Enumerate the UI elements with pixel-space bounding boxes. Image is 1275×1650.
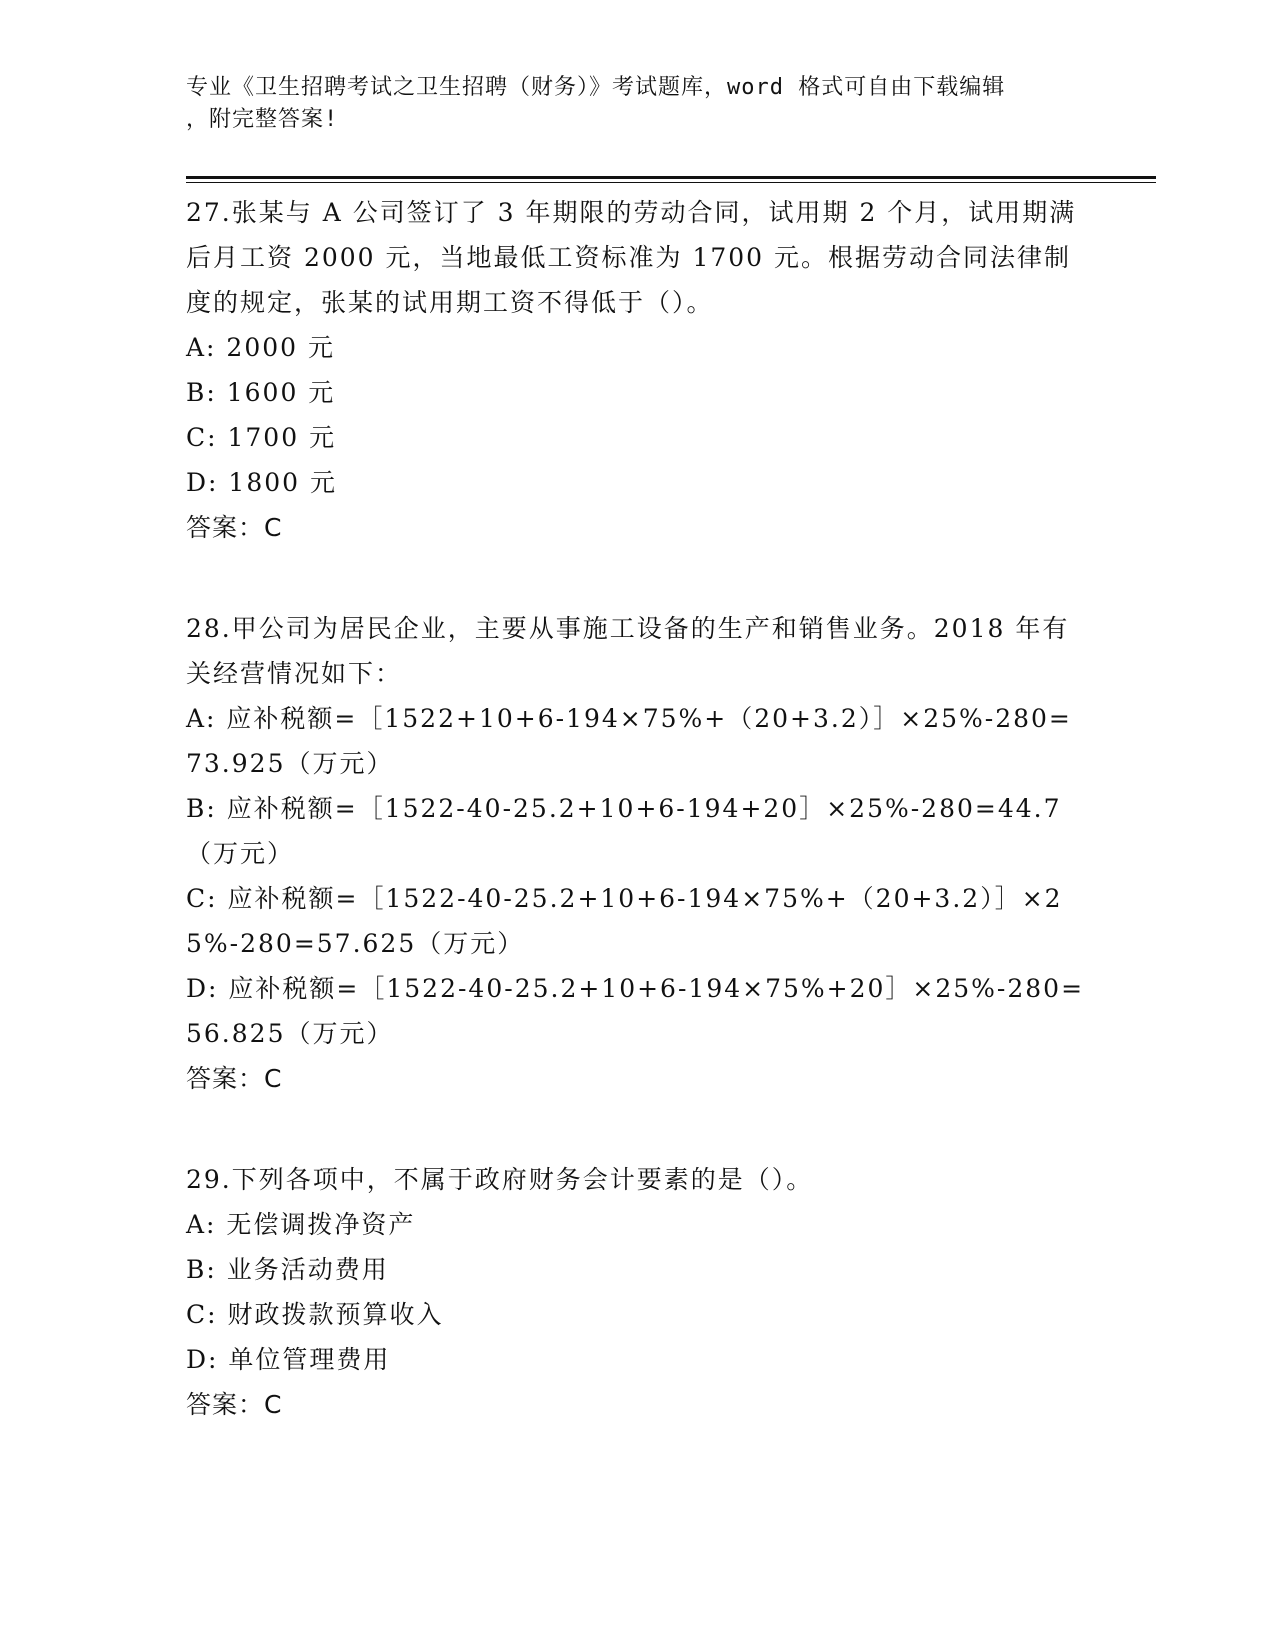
question-stem: 29.下列各项中，不属于政府财务会计要素的是（）。 (186, 1165, 814, 1194)
question-29 (186, 1157, 1086, 1427)
answer-label: 答案：C (186, 1064, 283, 1093)
option-d: D: 1800 元 (186, 468, 337, 497)
question-stem: 27.张某与 A 公司签订了 3 年期限的劳动合同，试用期 2 个月，试用期满后月工资 2000 元，当地最低工资标准为 1700 元。根据劳动合同法律制度的规定，张某的试用期工资不得低于（）。 (186, 198, 1077, 317)
header-line-2: ，附完整答案! (186, 107, 339, 132)
question-28 (186, 606, 1086, 1101)
answer-label: 答案：C (186, 1390, 283, 1419)
question-list (186, 190, 1086, 1483)
header-divider-thin (186, 182, 1156, 183)
option-c: C: 财政拨款预算收入 (186, 1300, 444, 1329)
option-a: A: 应补税额=［1522+10+6-194×75%+（20+3.2）］×25%-280=73.925（万元） (186, 704, 1072, 778)
answer-label: 答案：C (186, 513, 283, 542)
option-a: A: 无偿调拨净资产 (186, 1210, 416, 1239)
header-divider-thick (186, 176, 1156, 179)
option-c: C: 1700 元 (186, 423, 337, 452)
question-stem: 28.甲公司为居民企业，主要从事施工设备的生产和销售业务。2018 年有关经营情况如下： (186, 614, 1070, 688)
option-b: B: 业务活动费用 (186, 1255, 389, 1284)
header-line-1: 专业《卫生招聘考试之卫生招聘（财务）》考试题库，word 格式可自由下载编辑 (186, 75, 1006, 100)
option-a: A: 2000 元 (186, 333, 335, 362)
option-c: C: 应补税额=［1522-40-25.2+10+6-194×75%+（20+3.2）］×25%-280=57.625（万元） (186, 884, 1063, 958)
option-d: D: 单位管理费用 (186, 1345, 391, 1374)
option-b: B: 应补税额=［1522-40-25.2+10+6-194+20］×25%-280=44.7（万元） (186, 794, 1062, 868)
option-b: B: 1600 元 (186, 378, 336, 407)
document-header (186, 72, 1086, 136)
option-d: D: 应补税额=［1522-40-25.2+10+6-194×75%+20］×25%-280=56.825（万元） (186, 974, 1085, 1048)
question-27 (186, 190, 1086, 550)
